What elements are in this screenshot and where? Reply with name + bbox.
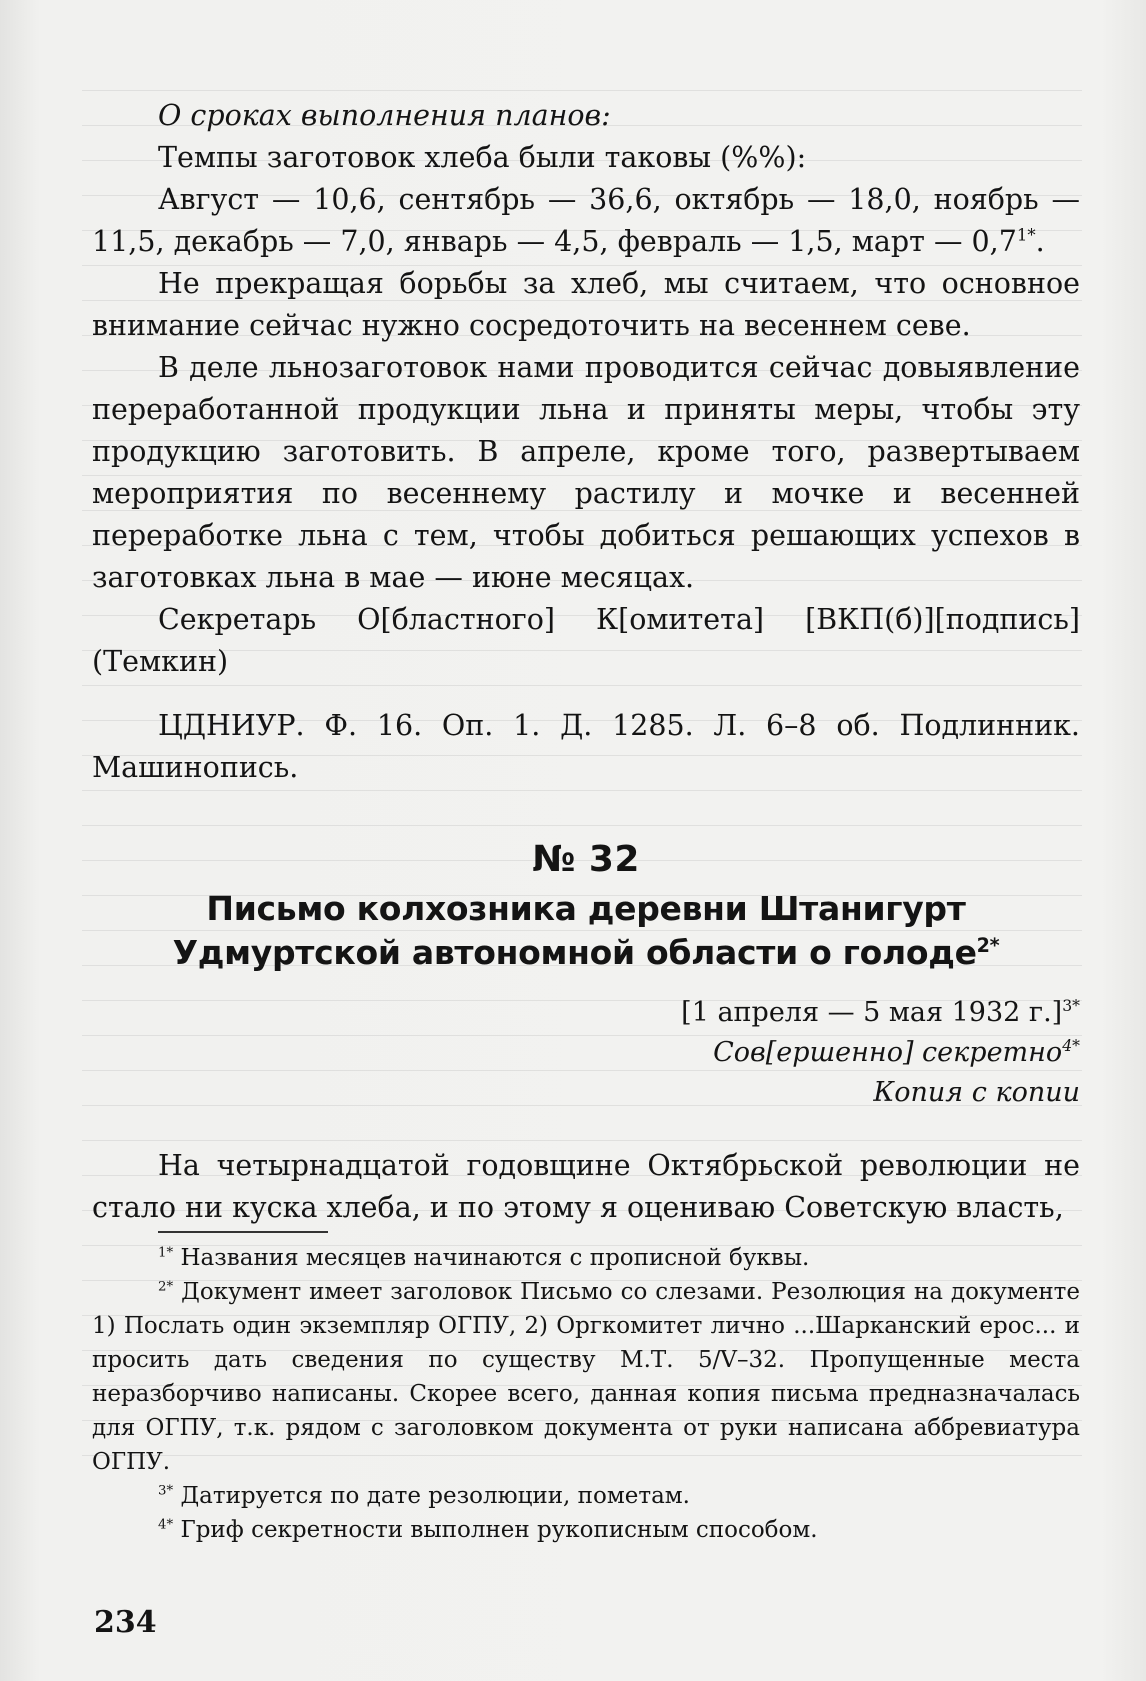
footnote-ref-4: 4* [1062, 1036, 1080, 1055]
signature-line: Секретарь О[бластного] К[омитета] [ВКП(б)][подпись] (Темкин) [92, 603, 1080, 678]
footnote-divider [158, 1231, 328, 1233]
months-text: Август — 10,6, сентябрь — 36,6, октябрь — 18,0, ноябрь — 11,5, декабрь — 7,0, январь — 4,5, февраль — 1,5, март — 0,7 [92, 183, 1080, 258]
grain-paragraph: Не прекращая борьбы за хлеб, мы считаем, что основное внимание сейчас нужно сосредоточить на весеннем севе. [92, 267, 1080, 342]
document-meta [92, 993, 1080, 1113]
letter-intro: На четырнадцатой годовщине Октябрьской революции не стало ни куска хлеба, и по этому я оцениваю Советскую власть, [92, 1149, 1080, 1224]
footnotes [92, 1241, 1080, 1547]
plans-heading: О сроках выполнения планов: [158, 99, 611, 132]
page-number: 234 [94, 1605, 157, 1640]
months-paragraph: Август — 10,6, сентябрь — 36,6, октябрь — 18,0, ноябрь — 11,5, декабрь — 7,0, январь — 4,5, февраль — 1,5, март — $0,7^{1*}$. [92, 183, 1080, 258]
archive-reference: ЦДНИУР. Ф. 16. Оп. 1. Д. 1285. Л. 6–8 об. Подлинник. Машинопись. [92, 709, 1080, 784]
main-text [92, 0, 1080, 1229]
pace-intro: Темпы заготовок хлеба были таковы (%%): [158, 141, 807, 174]
footnote: $^{2*}$ Документ имеет заголовок Письмо со слезами. Резолюция на документе 1) Послать один экземпляр ОГПУ, 2) Оргкомитет лично ...Шарканский ерос... и просить дать сведения по существу М.Т. 5/V–32. Пропущенные места неразборчиво написаны. Скорее всего, данная копия письма предназначалась для ОГПУ, т.к. рядом с заголовком документа от руки написана аббревиатура ОГПУ. [92, 1279, 1081, 1475]
footnote-ref-1: 1* [1016, 225, 1036, 245]
footnote-ref-3: 3* [1062, 996, 1080, 1015]
flax-paragraph: В деле льнозаготовок нами проводится сейчас довыявление переработанной продукции льна и приняты меры, чтобы эту продукцию заготовить. В апреле, кроме того, развертываем мероприятия по весеннему растилу и мочке и весенней переработке льна с тем, чтобы добиться решающих успехов в заготовках льна в мае — июне месяцах. [92, 351, 1080, 594]
document-number: № 32 [532, 839, 640, 880]
footnote: $^{3*}$ Датируется по дате резолюции, пометам. [158, 1483, 690, 1509]
document-title-text: Письмо колхозника деревни Штанигурт Удмуртской автономной области о голоде [172, 889, 977, 972]
document-title [92, 887, 1080, 975]
copy-mark: Копия с копии [873, 1077, 1080, 1108]
secrecy-mark: Сов[ершенно] секретно$^{4*}$ [713, 1036, 1080, 1068]
footnote: $^{4*}$ Гриф секретности выполнен рукописным способом. [158, 1517, 818, 1543]
footnote-ref-2: 2* [976, 934, 1000, 957]
footnote: $^{1*}$ Названия месяцев начинаются с прописной буквы. [158, 1245, 810, 1271]
document-date: [1 апреля — 5 мая 1932 г.]$^{3*}$ [681, 996, 1080, 1028]
